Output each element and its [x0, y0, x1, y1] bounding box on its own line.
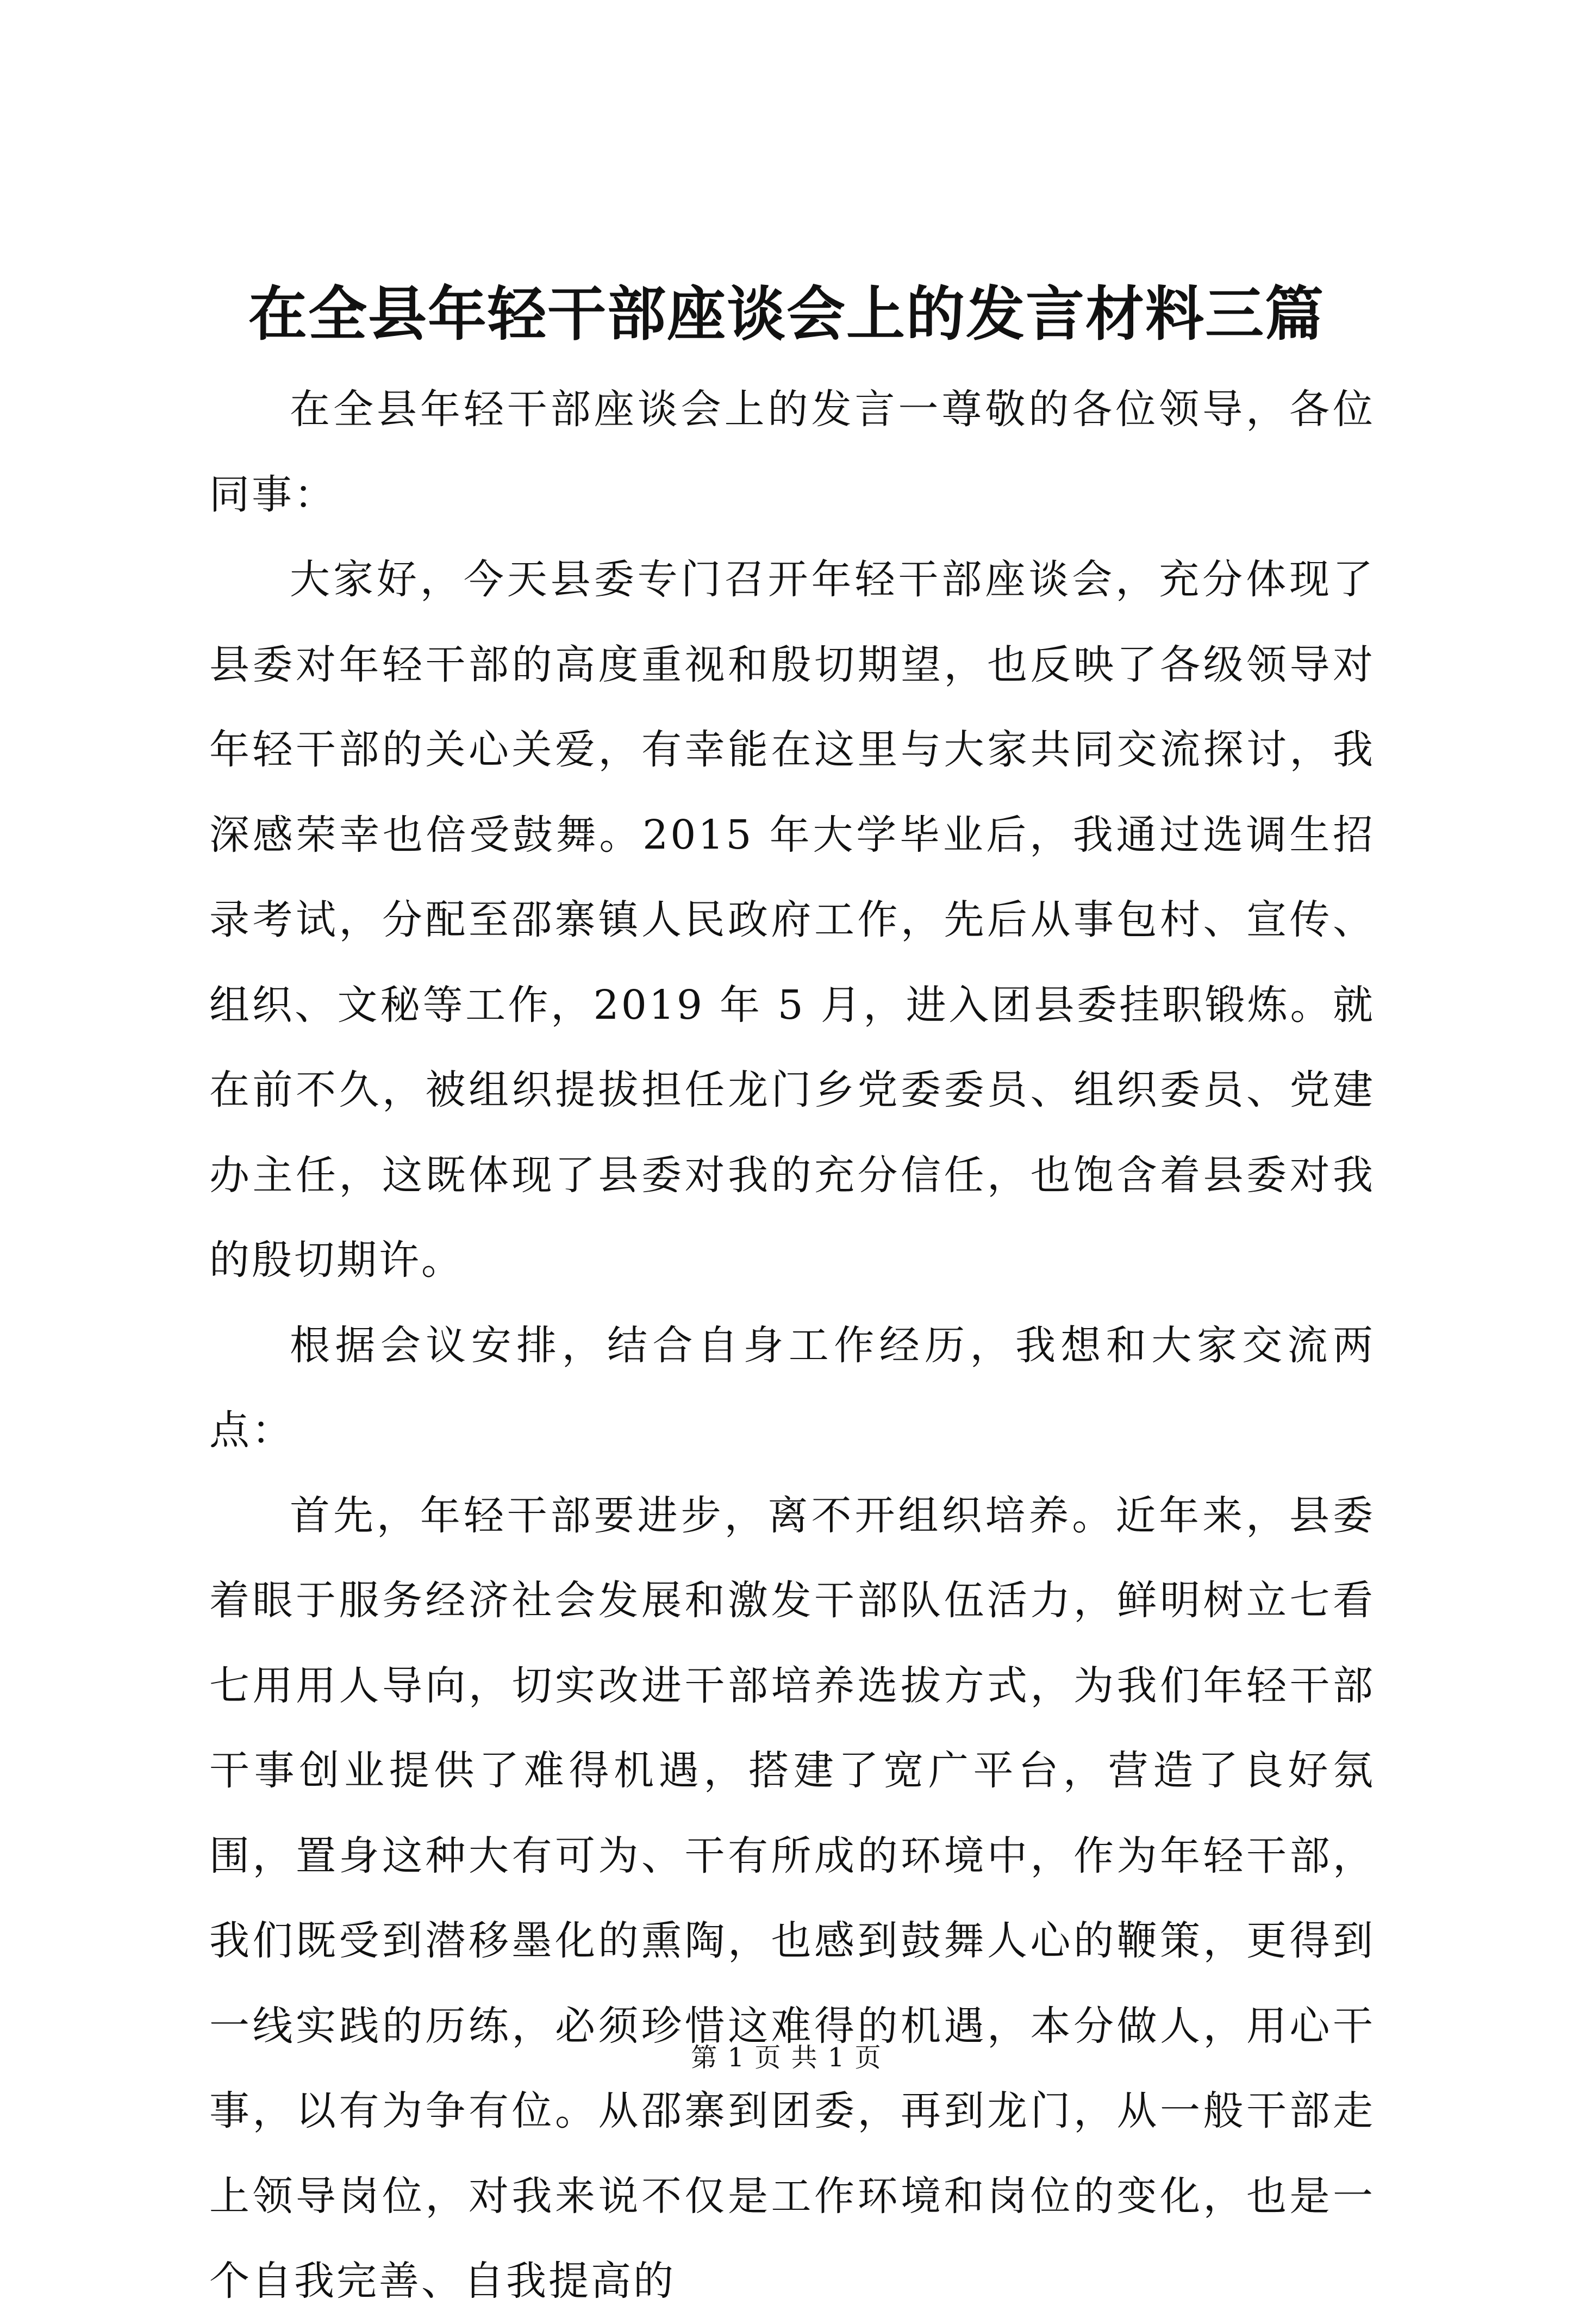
paragraph-outline: 根据会议安排，结合自身工作经历，我想和大家交流两点： [209, 1322, 1375, 1454]
paragraph-introduction: 大家好，今天县委专门召开年轻干部座谈会，充分体现了县委对年轻干部的高度重视和殷切期望，也反映了各级领导对年轻干部的关心关爱，有幸能在这里与大家共同交流探讨，我深感荣幸也倍受鼓舞。2015 年大学毕业后，我通过选调生招录考试，分配至邵寨镇人民政府工作，先后从事包村、宣传、组织、文秘等工作，2019 年 5 月，进入团县委挂职锻炼。就在前不久，被组织提拔担任龙门乡党委委员、组织委员、党建办主任，这既体现了县委对我的充分信任，也饱含着县委对我的殷切期许。 [209, 556, 1375, 1284]
document-body [209, 367, 1375, 2324]
document-title: 在全县年轻干部座谈会上的发言材料三篇 [248, 280, 1325, 348]
page-footer: 第 1 页 共 1 页 [691, 2042, 882, 2073]
paragraph-first-point: 首先，年轻干部要进步，离不开组织培养。近年来，县委着眼于服务经济社会发展和激发干部队伍活力，鲜明树立七看七用用人导向，切实改进干部培养选拔方式，为我们年轻干部干事创业提供了难得机遇，搭建了宽广平台，营造了良好氛围，置身这种大有可为、干有所成的环境中，作为年轻干部，我们既受到潜移墨化的熏陶，也感到鼓舞人心的鞭策，更得到一线实践的历练，必须珍惜这难得的机遇，本分做人，用心干事，以有为争有位。从邵寨到团委，再到龙门，从一般干部走上领导岗位，对我来说不仅是工作环境和岗位的变化，也是一个自我完善、自我提高的 [209, 1492, 1375, 2304]
paragraph-greeting: 在全县年轻干部座谈会上的发言一尊敬的各位领导，各位同事： [209, 386, 1375, 518]
